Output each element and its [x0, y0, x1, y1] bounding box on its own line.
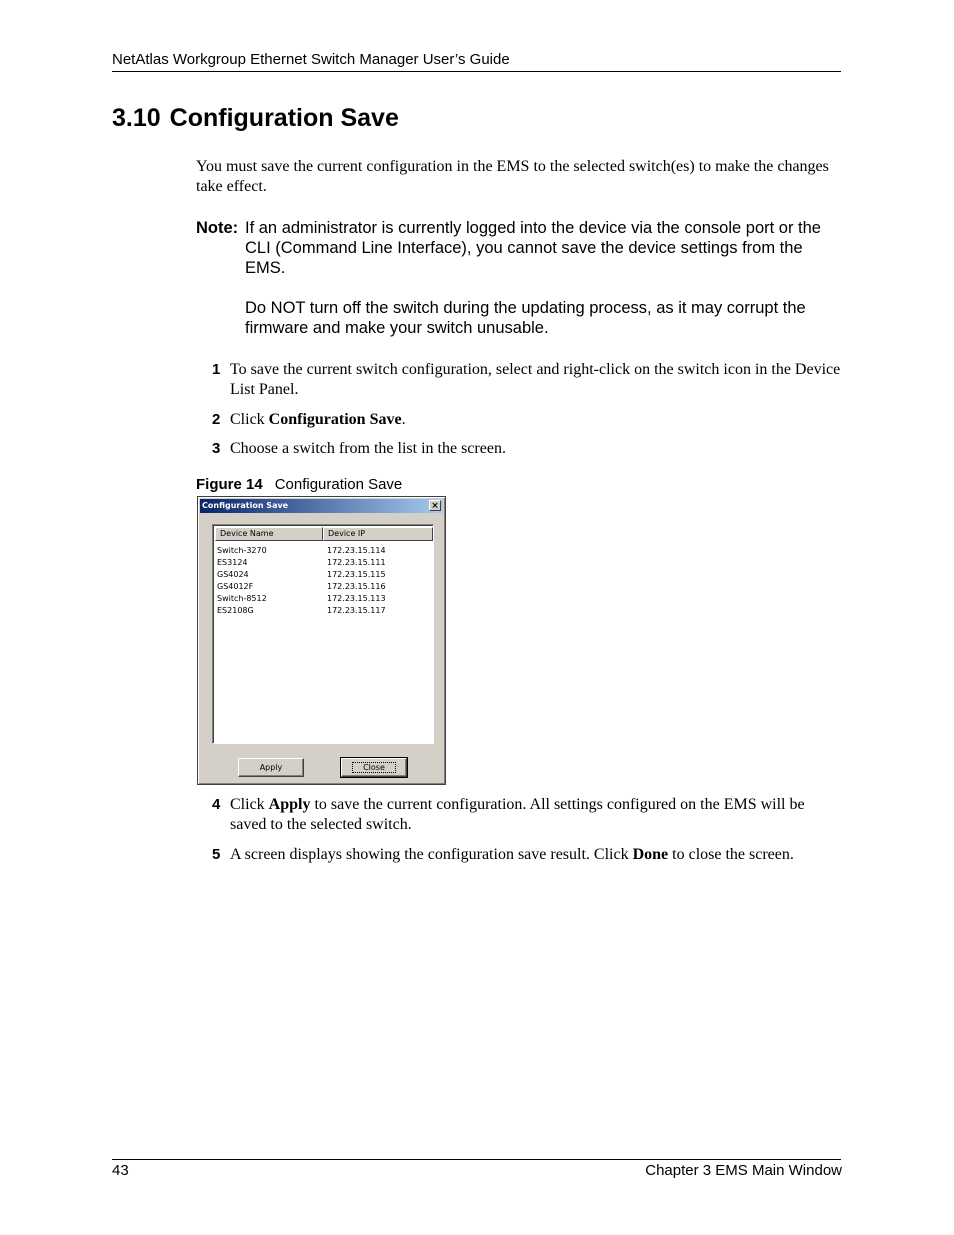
step-text-pre: Click [230, 796, 269, 813]
device-rows [217, 545, 431, 617]
table-row[interactable] [217, 557, 431, 569]
step-4 [212, 795, 842, 835]
apply-button[interactable]: Apply [238, 758, 304, 777]
table-row[interactable] [217, 569, 431, 581]
table-row[interactable] [217, 545, 431, 557]
device-ip-cell: 172.23.15.114 [327, 546, 386, 555]
device-ip-cell: 172.23.15.111 [327, 558, 386, 567]
note-block [196, 218, 846, 338]
figure-label: Figure 14 [196, 476, 263, 493]
device-name-cell: Switch-3270 [217, 546, 267, 555]
section-number: 3.10 [112, 104, 161, 132]
device-ip-cell: 172.23.15.113 [327, 594, 386, 603]
table-row[interactable] [217, 581, 431, 593]
device-ip-cell: 172.23.15.115 [327, 570, 386, 579]
note-paragraph-2: Do NOT turn off the switch during the updating process, as it may corrupt the firmware and make your switch unusable. [245, 299, 806, 337]
step-text [230, 360, 842, 400]
configuration-save-dialog [197, 496, 446, 785]
device-list-header [215, 527, 431, 541]
table-row[interactable] [217, 605, 431, 617]
close-icon[interactable]: × [429, 500, 441, 511]
device-list[interactable] [212, 524, 434, 744]
step-2 [212, 410, 842, 430]
dialog-titlebar[interactable] [200, 499, 443, 513]
section-title-text: Configuration Save [169, 104, 399, 132]
step-text-post: . [401, 411, 406, 428]
step-text-pre: A screen displays showing the configuration save result. Click [230, 846, 633, 863]
step-number: 5 [212, 846, 221, 863]
step-text-bold: Done [632, 846, 669, 863]
footer-rule [112, 1159, 841, 1160]
step-text [230, 795, 842, 835]
step-text-post: to close the screen. [668, 846, 794, 863]
column-header-device-name[interactable]: Device Name [215, 527, 323, 541]
step-text-pre: To save the current switch configuration, select and right-click on the switch icon in the Device List Panel. [230, 361, 841, 398]
device-name-cell: Switch-8512 [217, 594, 267, 603]
device-name-cell: ES3124 [217, 558, 248, 567]
step-number: 1 [212, 361, 221, 378]
page-number: 43 [112, 1162, 129, 1179]
device-ip-cell: 172.23.15.117 [327, 606, 386, 615]
table-row[interactable] [217, 593, 431, 605]
device-name-cell: GS4012F [217, 582, 254, 591]
step-text-pre: Click [230, 411, 269, 428]
step-text-post: to save the current configuration. All settings configured on the EMS will be saved to the selected switch. [230, 796, 805, 833]
step-text-bold: Configuration Save [268, 411, 402, 428]
intro-paragraph: You must save the current configuration in the EMS to the selected switch(es) to make the changes take effect. [196, 158, 829, 195]
close-button[interactable] [341, 758, 407, 777]
section-title [112, 104, 399, 133]
figure-caption [196, 476, 402, 493]
step-number: 2 [212, 411, 221, 428]
chapter-title: Chapter 3 EMS Main Window [645, 1162, 842, 1179]
running-header: NetAtlas Workgroup Ethernet Switch Manager User’s Guide [112, 51, 510, 68]
step-text [230, 439, 842, 459]
device-name-cell: GS4024 [217, 570, 249, 579]
step-text [230, 845, 842, 865]
step-number: 3 [212, 440, 221, 457]
step-5 [212, 845, 842, 865]
column-header-device-ip[interactable]: Device IP [323, 527, 433, 541]
step-number: 4 [212, 796, 221, 813]
step-text [230, 410, 842, 430]
header-rule [112, 71, 841, 72]
dialog-title: Configuration Save [202, 501, 289, 510]
device-ip-cell: 172.23.15.116 [327, 582, 386, 591]
close-button-label: Close [352, 762, 396, 773]
figure-caption-text: Configuration Save [274, 476, 403, 493]
step-text-bold: Apply [268, 796, 311, 813]
device-name-cell: ES2108G [217, 606, 254, 615]
step-text-pre: Choose a switch from the list in the screen. [230, 440, 506, 457]
step-1 [212, 360, 842, 400]
note-label: Note: [196, 219, 239, 237]
step-3 [212, 439, 842, 459]
note-paragraph-1: If an administrator is currently logged into the device via the console port or the CLI (Command Line Interface), you cannot save the device settings from the EMS. [245, 219, 821, 277]
